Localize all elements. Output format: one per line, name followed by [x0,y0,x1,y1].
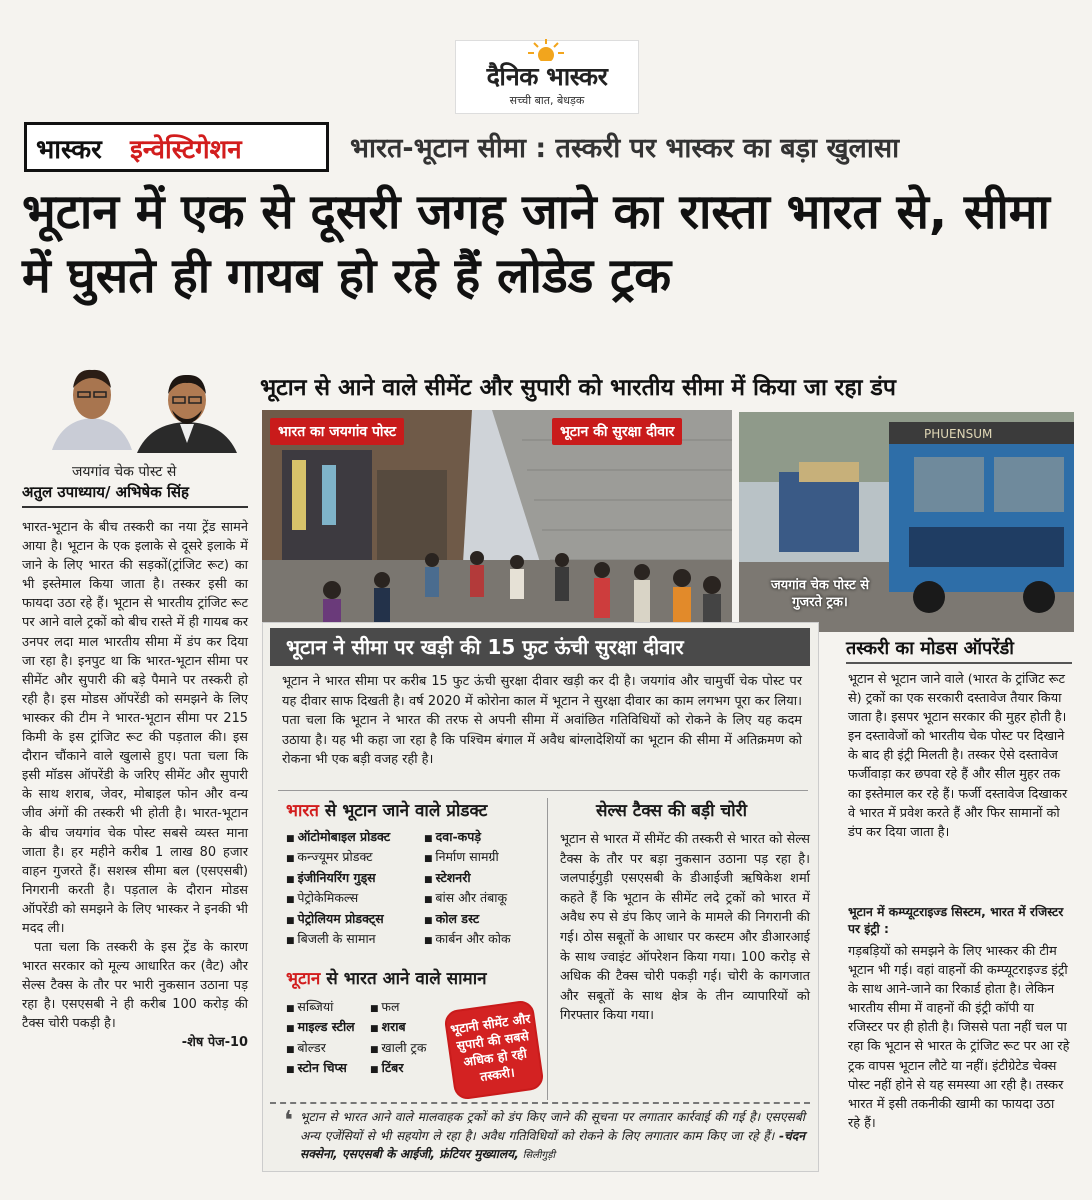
list-item: ■ स्टेशनरी [424,869,544,889]
photo-label-india-post: भारत का जयगांव पोस्ट [270,418,404,445]
boxed-section-body: भूटान ने भारत सीमा पर करीब 15 फुट ऊंची सुरक्षा दीवार खड़ी कर दी है। जयगांव और चामुर्ची चेक पोस्ट पर यह दीवार साफ दिखती है। वर्ष 2020 में कोरोना काल में भूटान ने सुरक्षा दीवार का काम लगभग पूरा कर लिया। पता चला कि भूटान ने भारत की तरफ से अपनी सीमा में अवांछित गतिविधियों को रोकने के लिए यह कदम उठाया है। यह भी कहा जा रहा है कि पश्चिम बंगाल में अवैध बांग्लादेशियों का भूटान की सीमा में अतिक्रमण को रोकना भी एक बड़ी वजह रही है। [282,674,802,767]
import-heading [286,966,487,989]
list-item: ■ कोल डस्ट [424,910,544,930]
list-item: ■ बोल्डर [286,1039,396,1059]
quote-place: सिलीगुड़ी [522,1150,556,1161]
list-item: ■ खाली ट्रक [370,1039,450,1059]
import-heading-country: भूटान [286,969,321,989]
reporter-photo-2 [132,368,242,453]
list-item: ■ निर्माण सामग्री [424,848,544,868]
left-column-story [22,518,248,1051]
official-quote [300,1108,805,1166]
right-column-heading: तस्करी का मोडस ऑपरेंडी [846,638,1014,659]
list-item: ■ माइल्ड स्टील [286,1018,396,1038]
list-item: ■ पेट्रोकेमिकल्स [286,889,436,909]
quote-attribution: -चंदन सक्सेना, एसएसबी के आईजी, फ्रंटियर मुख्यालय, [300,1128,805,1161]
right-column-body-2: गड़बड़ियों को समझने के लिए भास्कर की टीम भूटान भी गई। वहां वाहनों की कम्प्यूटराइज्ड इंट्री के साथ आने-जाने का रिकार्ड होता है। लेकिन भारतीय सीमा में वाहनों की इंट्री कॉपी या रजिस्टर पर ही होती है। जिससे पता नहीं चल पा रहा कि भूटान से भारत के ट्रांजिट रूट पर आ रहे ट्रक वापस भूटान लौटे या नहीं। इंटीग्रेटेड चेक्स पोस्ट नहीं होने से यह समस्या आ रही है। तस्कर भारत में इसी तकनीकी खामी का फायदा उठा रहे हैं। [848,944,1070,1131]
masthead [455,40,639,114]
quote-icon: ❛ [284,1106,294,1136]
export-list-left [286,828,436,950]
export-heading [286,798,487,821]
export-heading-text: से भूटान जाने वाले प्रोडक्ट [324,801,488,821]
masthead-logo: दैनिक भास्कर [486,62,608,91]
story-paragraph: पता चला कि तस्करी के इस ट्रेंड के कारण भारत सरकार को मूल्य आधारित कर (वैट) और सेल्स टैक्स के तौर पर भारी नुकसान उठाना पड़ रहा है। एसएसबी ने ही करीब 100 करोड़ की टैक्स चोरी पकड़ी है। [22,940,248,1032]
quote-text: भूटान से भारत आने वाले मालवाहक ट्रकों को डंप किए जाने की सूचना पर लगातार कार्रवाई की गई है। एसएसबी अन्य एजेंसियों से भी सहयोग ले रहा है। अवैध गतिविधियों को रोकने के लिए लगातार काम किए जा रहे हैं। [300,1110,805,1143]
photo-label-bhutan-wall: भूटान की सुरक्षा दीवार [552,418,682,445]
tax-heading: सेल्स टैक्स की बड़ी चोरी [596,801,747,821]
list-item: ■ फल [370,998,450,1018]
right-column-body: भूटान से भूटान जाने वाले (भारत के ट्रांजिट रूट से) ट्रकों का एक सरकारी दस्तावेज तैयार किया जाता है। इसपर भूटान सरकार की मुहर होती है। इन दस्तावेजों को भारतीय चेक पोस्ट पर दिखाने के बाद ही इंट्री मिलती है। तस्कर ऐसे दस्तावेज फर्जीवाड़ा कर छपवा रहे हैं और सील मुहर तक का इस्तेमाल कर रहे हैं। फर्जी दस्तावेज दिखाकर वे भारत में प्रवेश करते हैं और फिर सामानों को डंप कर दिया जाता है। [848,672,1068,840]
import-list-right [370,998,450,1080]
masthead-tagline: सच्ची बात, बेधड़क [509,94,585,107]
list-item: ■ सब्जियां [286,998,396,1018]
continued-note: -शेष पेज-10 [181,1035,248,1051]
divider [846,662,1072,664]
export-heading-country: भारत [286,801,319,821]
headline: भूटान में एक से दूसरी जगह जाने का रास्ता भारत से, सीमा में घुसते ही गायब हो रहे हैं लोडेड ट्रक [22,184,1050,304]
list-item: ■ शराब [370,1018,450,1038]
byline-location: जयगांव चेक पोस्ट से [72,464,177,480]
list-item: ■ पेट्रोलियम प्रोडक्ट्स [286,910,436,930]
photo-caption-text: जयगांव चेक पोस्ट से गुजरते ट्रक। [770,578,870,610]
vertical-divider [547,798,548,1100]
byline-reporters: अतुल उपाध्याय/ अभिषेक सिंह [22,483,189,501]
story-paragraph: भारत-भूटान के बीच तस्करी का नया ट्रेंड सामने आया है। भूटान के एक इलाके से दूसरे इलाके में जाने के लिए भारत की सड़कों(ट्रांजिट रूट) का भी इस्तेमाल किया जाता है। तस्कर इसी का फायदा उठा रहे हैं। भूटान से भारतीय ट्रांजिट रूट पर आने वाले ट्रकों को बीच रास्ते में ही गायब कर उनपर लदा माल भारतीय सीमा में डंप कर दिया जा रहा है। इनपुट था कि भारत-भूटान सीमा पर सीमेंट और सुपारी की बड़े पैमाने पर तस्करी हो रही है। इस मोडस ऑपरेंडी को समझने के लिए भास्कर की टीम ने भारत-भूटान सीमा पर 215 किमी के इस ट्रांजिट रूट की पड़ताल की। इस दौरान चौंकाने वाले खुलासे हुए। पता चला कि इसी मॉडस ऑपरेंडी के जरिए सीमेंट और सुपारी के साथ शराब, जेवर, मोबाइल फोन और वन्य जीव अंगों की तस्करी भी होती है। भारत-भूटान के बीच जयगांव चेक पोस्ट सबसे व्यस्त माना जाता है। हर महीने करीब 1 लाख 80 हजार वाहन गुजरते हैं। सशस्त्र सीमा बल (एसएसबी) निगरानी करती है। पड़ताल के दौरान मोडस ऑपरेंडी को समझने के लिए भास्कर ने इनकी भी मदद ली। [22,520,248,936]
list-item: ■ बांस और तंबाकू [424,889,544,909]
sun-logo-icon [528,39,564,61]
kicker-bhaskar: भास्कर [36,135,102,165]
list-item: ■ इंजीनियरिंग गुड्स [286,869,436,889]
highlight-stamp: भूटानी सीमेंट और सुपारी की सबसे अधिक हो रही तस्करी। [443,999,545,1101]
divider [278,790,808,791]
byline-divider [22,506,248,508]
reporter-photo-1 [42,360,142,450]
list-item: ■ बिजली के सामान [286,930,436,950]
export-list-right [424,828,544,950]
boxed-section-title: भूटान ने सीमा पर खड़ी की 15 फुट ऊंची सुरक्षा दीवार [270,628,810,666]
list-item: ■ स्टोन चिप्स [286,1059,396,1079]
list-item: ■ टिंबर [370,1059,450,1079]
kicker-investigation: इन्वेस्टिगेशन [130,135,242,165]
right-column-subhead: भूटान में कम्प्यूटराइज्ड सिस्टम, भारत में रजिस्टर पर इंट्री : [848,905,1064,936]
tax-body: भूटान से भारत में सीमेंट की तस्करी से भारत को सेल्स टैक्स के तौर पर बड़ा नुकसान उठाना पड़ रहा है। जलपाईगुड़ी एसएसबी के डीआईजी ऋषिकेश शर्मा कहते हैं कि भूटान के सीमेंट लदे ट्रकों को भारत में अवैध रुप से डंप किए जाने के मामले की निगरानी की गई। ठोस सबूतों के आधार पर कस्टम और डीआरआई के साथ ज्वाइंट ऑपरेशन किया गया। 100 करोड़ से अधिक की टैक्स चोरी पकड़ी गई। चोरी के कागजात और सबूतों के साथ क्षेत्र के तीन व्यापारियों को गिरफ्तार किया गया। [560,832,810,1024]
import-heading-text: से भारत आने वाले सामान [326,969,487,989]
truck-text: PHUENSUM [924,427,993,441]
deck: भूटान से आने वाले सीमेंट और सुपारी को भारतीय सीमा में किया जा रहा डंप [260,375,896,401]
list-item: ■ कार्बन और कोक [424,930,544,950]
list-item: ■ कन्ज्यूमर प्रोडक्ट [286,848,436,868]
list-item: ■ ऑटोमोबाइल प्रोडक्ट [286,828,436,848]
photo-caption-trucks [760,577,880,611]
kicker-subtitle: भारत-भूटान सीमा : तस्करी पर भास्कर का बड़ा खुलासा [350,133,900,164]
list-item: ■ दवा-कपड़े [424,828,544,848]
